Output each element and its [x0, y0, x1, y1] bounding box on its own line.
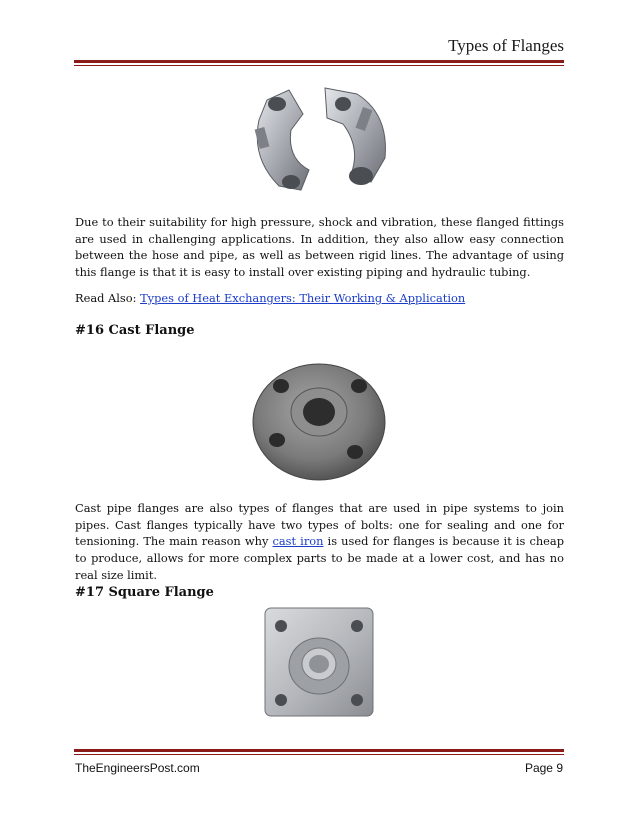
- header-rule-thin: [74, 65, 564, 66]
- split-flange-image: [239, 78, 399, 203]
- square-flange-heading: #17 Square Flange: [75, 585, 214, 600]
- footer-site: TheEngineersPost.com: [75, 761, 200, 775]
- cast-flange-image: [249, 356, 389, 484]
- cast-flange-text-before: Cast pipe flanges are also types of flanges that are used in pipe systems to join pipes. Cast flanges typically have two types of bolts: one for sealing and one for tensioning. The main reason why: [75, 501, 564, 549]
- cast-flange-heading: #16 Cast Flange: [75, 323, 195, 338]
- read-also-prefix: Read Also:: [75, 291, 141, 305]
- cast-iron-link[interactable]: cast iron: [272, 534, 324, 549]
- read-also-link[interactable]: Types of Heat Exchangers: Their Working & Application: [140, 291, 466, 305]
- square-flange-image: [261, 604, 377, 720]
- footer-rule-thick: [74, 749, 564, 752]
- intro-paragraph: Due to their suitability for high pressure, shock and vibration, these flanged fittings are used in challenging applications. In addition, they also allow easy connection between the hose and pipe, as well as between rigid lines. The advantage of using this flange is that it is easy to install over existing piping and hydraulic tubing.: [75, 215, 564, 280]
- header-rule-thick: [74, 60, 564, 63]
- footer-page-number: Page 9: [524, 761, 563, 775]
- page-header-title: Types of Flanges: [448, 36, 564, 55]
- footer-rule-thin: [74, 754, 564, 755]
- read-also-line: [75, 290, 564, 307]
- cast-flange-text-after: is used for flanges is because it is cheap to produce, allows for more complex parts to be made at a lower cost, and has no real size limit.: [75, 534, 564, 582]
- cast-flange-paragraph: [75, 500, 564, 584]
